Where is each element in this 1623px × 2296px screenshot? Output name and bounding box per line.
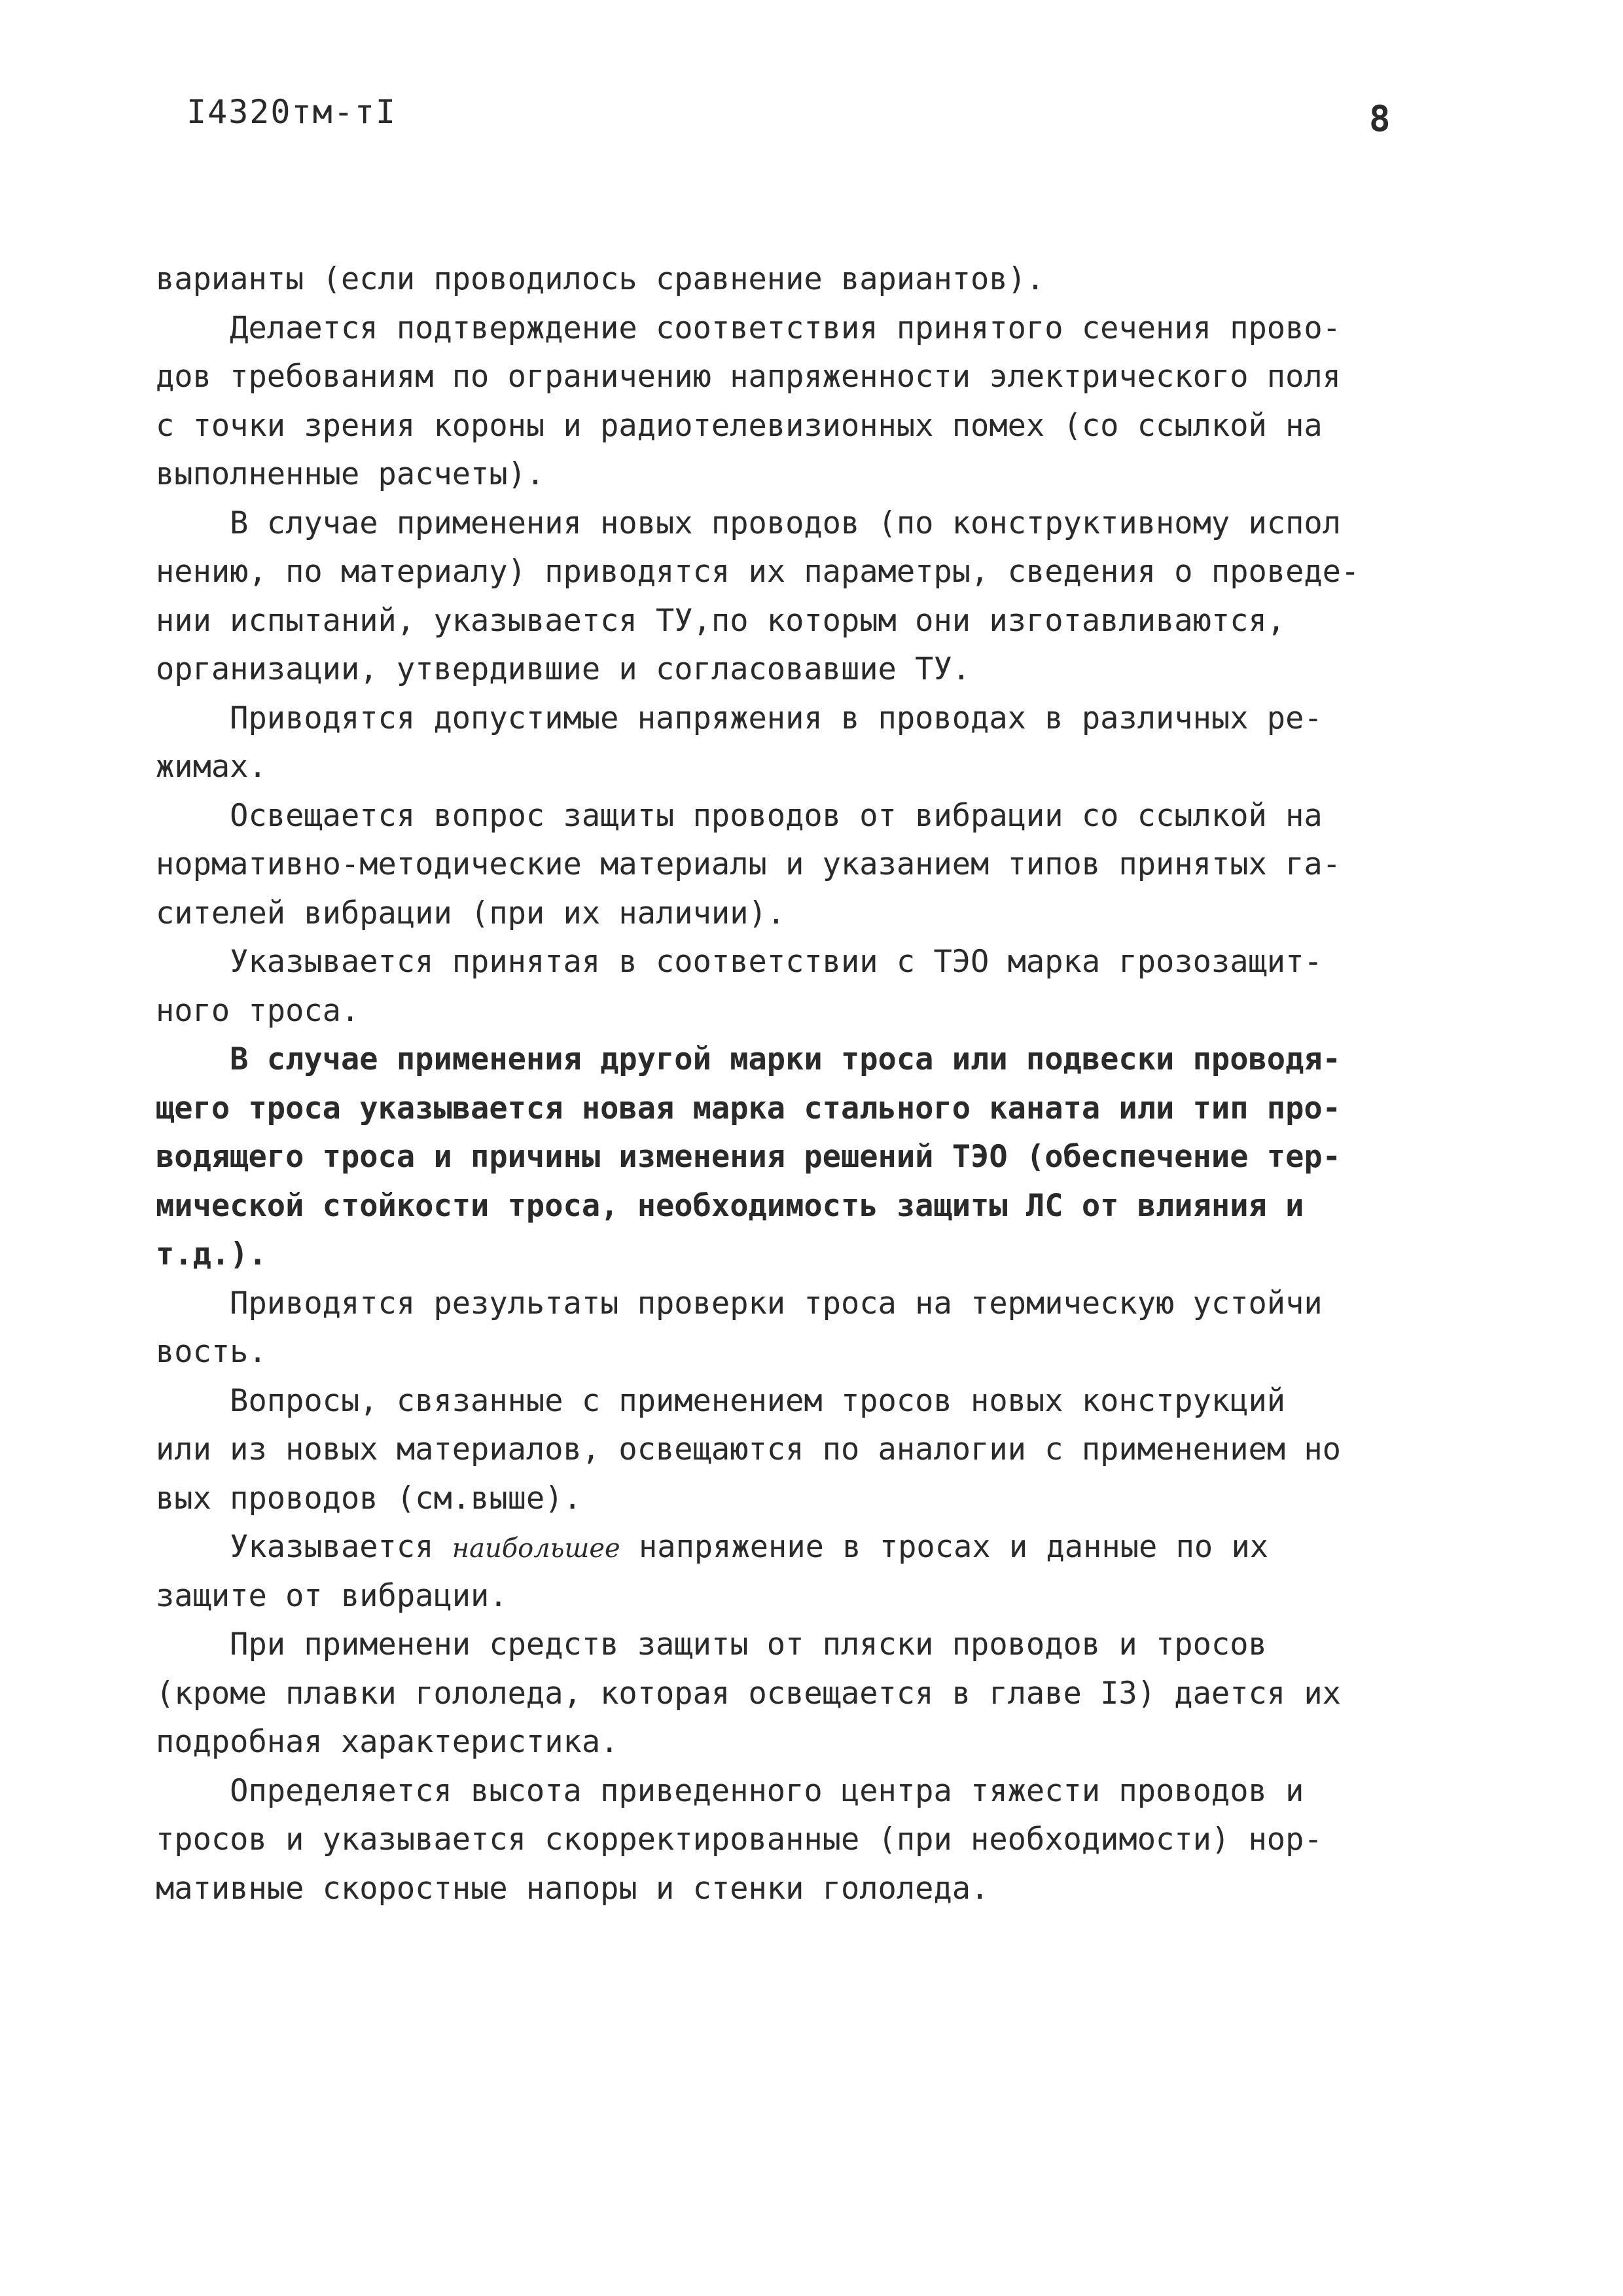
text-line: защите от вибрации. [156,1577,508,1614]
text-line: тросов и указывается скорректированные (при необходимости) нор- [156,1821,1323,1857]
line-end: напряжение в тросах и данные по их [620,1529,1269,1565]
text-line: мативные скоростные напоры и стенки гололеда. [156,1870,990,1907]
text-line: нии испытаний, указывается ТУ,по которым они изготавливаются, [156,602,1286,639]
page-number: 8 [1369,98,1391,139]
text-line: (кроме плавки гололеда, которая освещается в главе I3) дается их [156,1675,1341,1712]
text-line: с точки зрения короны и радиотелевизионных помех (со ссылкой на [156,407,1323,444]
text-line: организации, утвердившие и согласовавшие ТУ. [156,651,971,687]
text-line: Указывается принятая в соответствии с ТЭО марка грозозащит- [156,944,1323,980]
text-line: мической стойкости троса, необходимость защиты ЛС от влияния и [156,1187,1304,1224]
text-line: вость. [156,1334,267,1370]
text-line: т.д.). [156,1236,267,1272]
text-line: сителей вибрации (при их наличии). [156,895,786,931]
document-body [156,255,1491,1913]
text-line: Освещается вопрос защиты проводов от вибрации со ссылкой на [156,797,1323,834]
text-line: Определяется высота приведенного центра тяжести проводов и [156,1772,1304,1809]
text-line: Делается подтверждение соответствия принятого сечения прово- [156,310,1341,346]
text-line: подробная характеристика. [156,1724,619,1760]
text-line: Приводятся допустимые напряжения в проводах в различных ре- [156,700,1323,736]
document-code: I4320тм-тI [187,93,397,131]
text-line: выполненные расчеты). [156,456,545,492]
text-line: вых проводов (см.выше). [156,1480,582,1516]
text-line: В случае применения другой марки троса или подвески проводя- [156,1041,1341,1077]
text-line: В случае применения новых проводов (по конструктивному испол [156,505,1341,541]
text-line: варианты (если проводилось сравнение вариантов). [156,261,1045,297]
text-line: водящего троса и причины изменения решений ТЭО (обеспечение тер- [156,1139,1341,1175]
text-line: дов требованиям по ограничению напряженности электрического поля [156,359,1341,395]
text-line: Приводятся результаты проверки троса на термическую устойчи [156,1285,1323,1321]
text-line: Вопросы, связанные с применением тросов новых конструкций [156,1382,1286,1419]
line-start: Указывается [156,1529,452,1565]
text-line: или из новых материалов, освещаются по аналогии с применением но [156,1431,1341,1467]
text-line: нению, по материалу) приводятся их параметры, сведения о проведе- [156,554,1360,590]
text-line: При применени средств защиты от пляски проводов и тросов [156,1626,1267,1662]
text-line: нормативно-методические материалы и указанием типов принятых га- [156,846,1341,882]
text-line: ного троса. [156,992,360,1029]
text-line: жимах. [156,749,267,785]
handwritten-insertion: наибольшее [452,1534,620,1564]
text-line: щего троса указывается новая марка стального каната или тип про- [156,1090,1341,1126]
text-line-with-handwriting [156,1523,1491,1572]
